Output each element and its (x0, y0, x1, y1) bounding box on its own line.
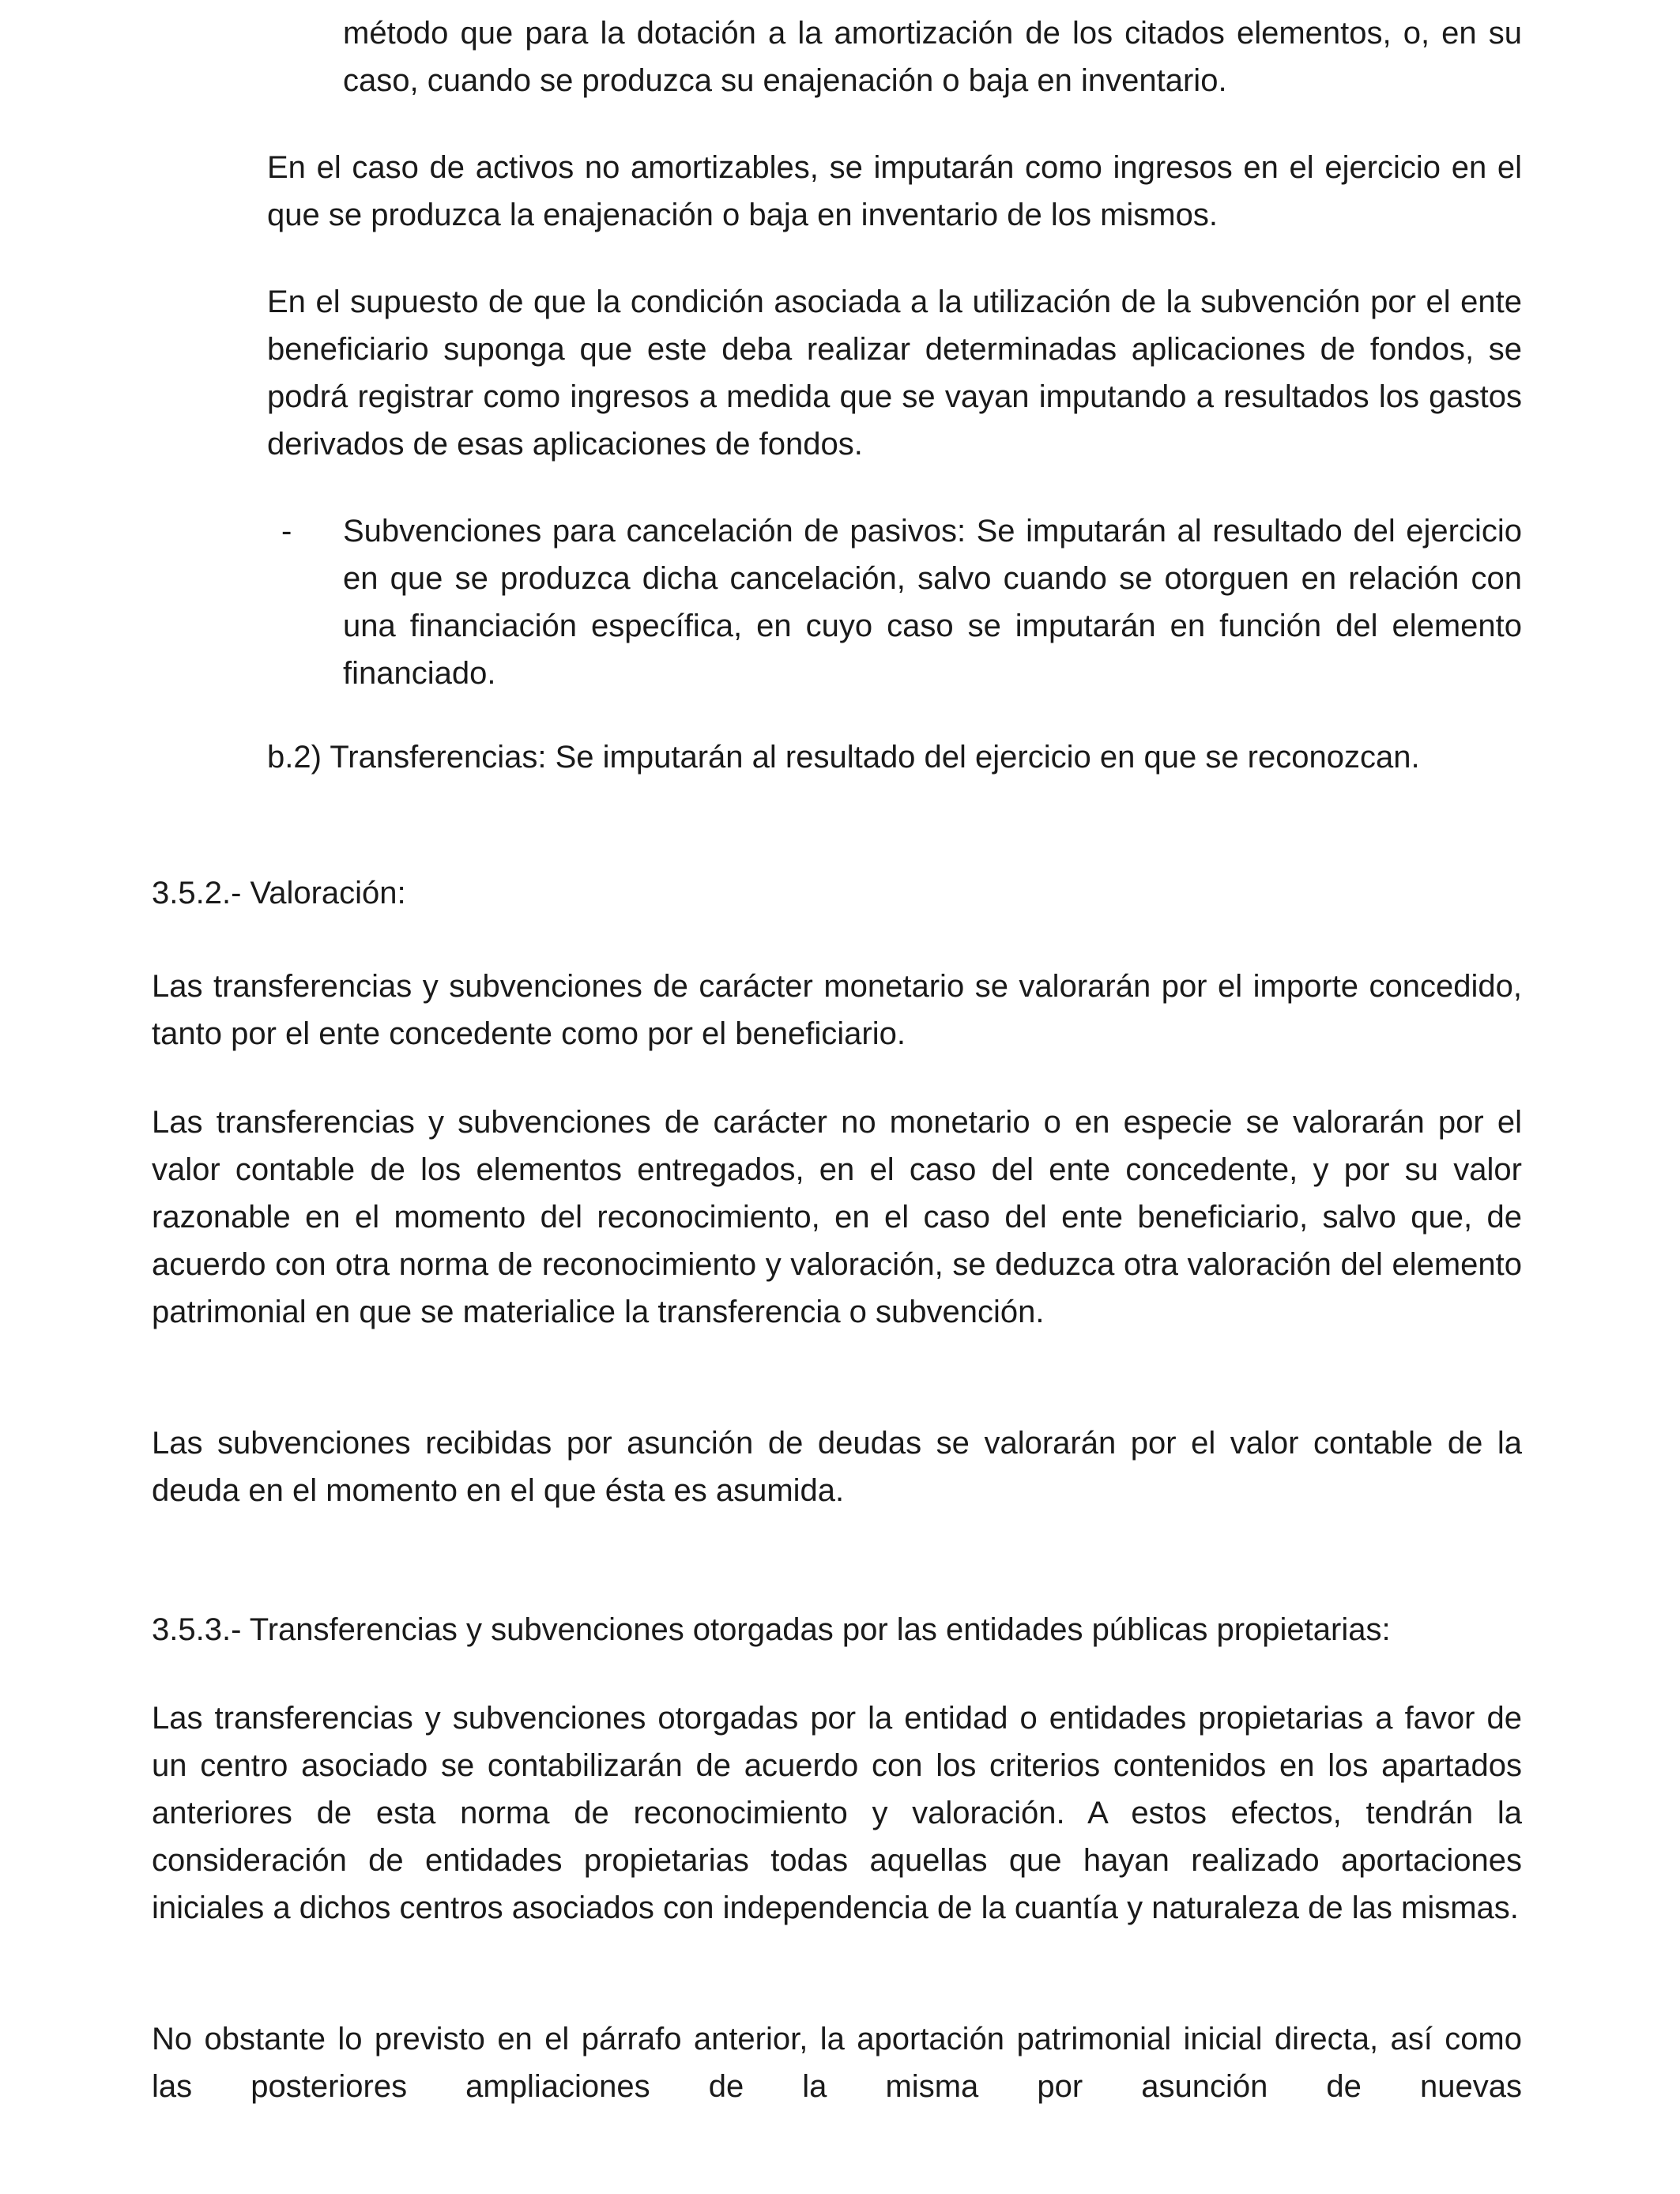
continuation-paragraph: método que para la dotación a la amortización de los citados elementos, o, en su caso, cuando se produzca su enajenación o baja en inventario. (343, 16, 1522, 98)
propietarias-paragraph: Las transferencias y subvenciones otorgadas por la entidad o entidades propietarias a favor de un centro asociado se contabilizarán de acuerdo con los criterios contenidos en los apartados anteriores de esta norma de reconocimiento y valoración. A estos efectos, tendrán la consideración de entidades propietarias todas aquellas que hayan realizado aportaciones iniciales a dichos centros asociados con independencia de la cuantía y naturaleza de las mismas. (152, 1701, 1522, 1925)
section-heading-3-5-2: 3.5.2.- Valoración: (152, 876, 406, 910)
b2-transferencias-paragraph: b.2) Transferencias: Se imputarán al resultado del ejercicio en que se reconozcan. (267, 740, 1420, 775)
deudas-paragraph: Las subvenciones recibidas por asunción de deudas se valorarán por el valor contable de la deuda en el momento en el que ésta es asumida. (152, 1426, 1522, 1508)
pasivos-bullet-paragraph: Subvenciones para cancelación de pasivos: Se imputarán al resultado del ejercicio en que se produzca dicha cancelación, salvo cuando se otorguen en relación con una financiación específica, en cuyo caso se imputarán en función del elemento financiado. (343, 514, 1522, 691)
supuesto-paragraph: En el supuesto de que la condición asociada a la utilización de la subvención por el ente beneficiario suponga que este deba realizar determinadas aplicaciones de fondos, se podrá registrar como ingresos a medida que se vayan imputando a resultados los gastos derivados de esas aplicaciones de fondos. (267, 285, 1522, 462)
bullet-dash: - (281, 514, 292, 548)
no-obstante-paragraph: No obstante lo previsto en el párrafo anterior, la aportación patrimonial inicial directa, así como las posteriores ampliaciones de la misma por asunción de nuevas (152, 2022, 1522, 2104)
section-heading-3-5-3: 3.5.3.- Transferencias y subvenciones otorgadas por las entidades públicas propietarias: (152, 1612, 1391, 1647)
no-monetario-paragraph: Las transferencias y subvenciones de carácter no monetario o en especie se valorarán por el valor contable de los elementos entregados, en el caso del ente concedente, y por su valor razonable en el momento del reconocimiento, en el caso del ente beneficiario, salvo que, de acuerdo con otra norma de reconocimiento y valoración, se deduzca otra valoración del elemento patrimonial en que se materialice la transferencia o subvención. (152, 1105, 1522, 1329)
no-amortizables-paragraph: En el caso de activos no amortizables, se imputarán como ingresos en el ejercicio en el que se produzca la enajenación o baja en inventario de los mismos. (267, 150, 1522, 232)
monetario-paragraph: Las transferencias y subvenciones de carácter monetario se valorarán por el importe concedido, tanto por el ente concedente como por el beneficiario. (152, 969, 1522, 1051)
